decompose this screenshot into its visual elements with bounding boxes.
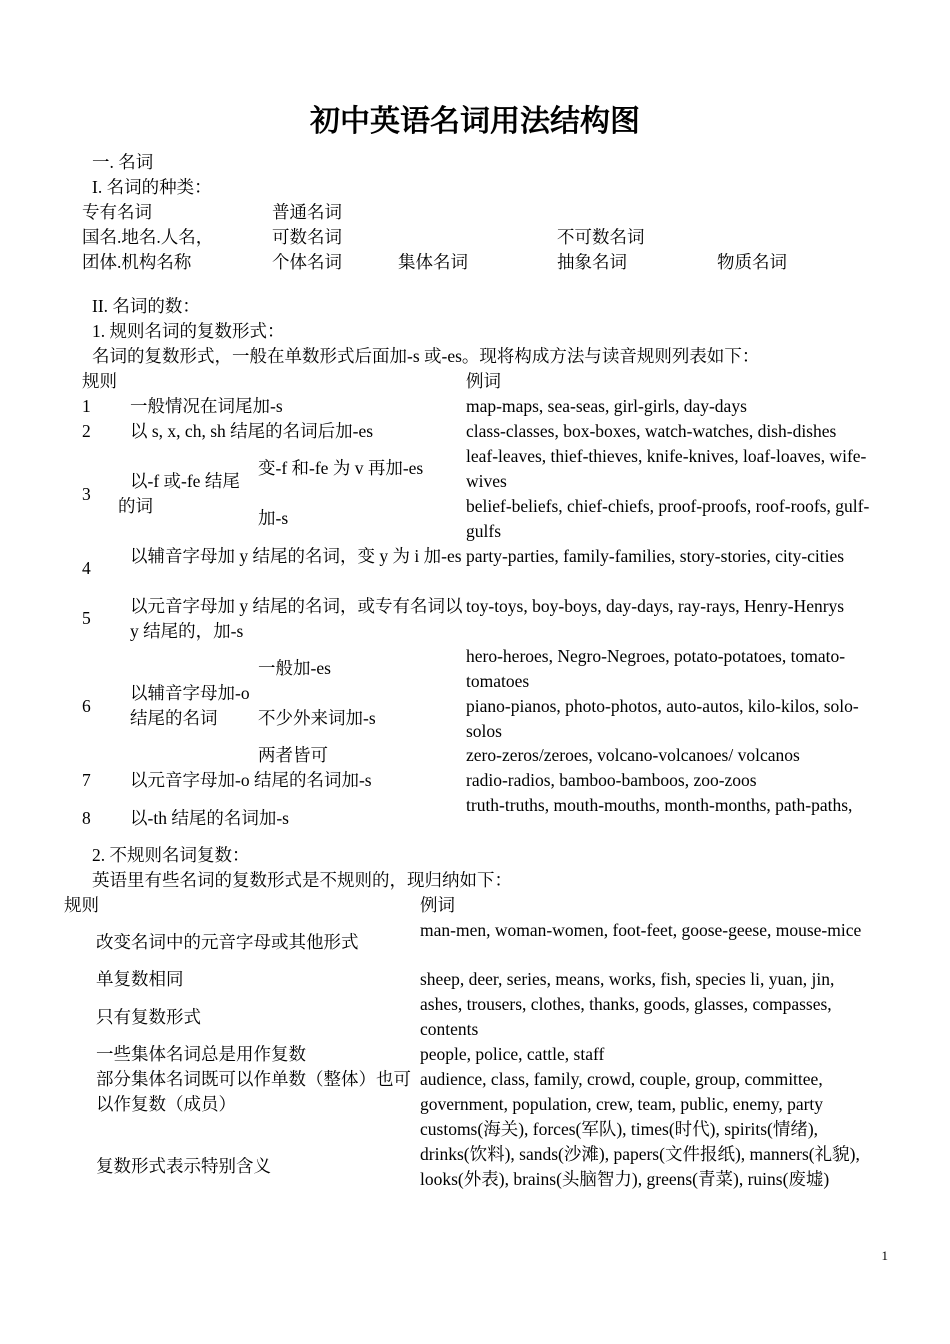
row-number: 8 [82, 808, 91, 828]
irregular-rule-text: 一些集体名词总是用作复数 [96, 1044, 306, 1064]
row-number: 6 [82, 696, 91, 716]
sub-rule-text: 不少外来词加-s [258, 708, 376, 728]
page-number: 1 [881, 1248, 888, 1263]
row-number: 5 [82, 608, 91, 628]
rule-text: 一般情况在词尾加-s [130, 396, 283, 416]
type-common-noun: 普通名词 [272, 202, 342, 222]
irregular-rule-text: 只有复数形式 [96, 1007, 201, 1027]
row-number: 4 [82, 558, 91, 578]
rule-text: 以-th 结尾的名词加-s [130, 808, 289, 828]
example-text: truth-truths, mouth-mouths, month-months, path-paths, [466, 795, 853, 815]
subheading-irregular-plural: 2. 不规则名词复数： [92, 845, 250, 865]
example-text: class-classes, box-boxes, watch-watches, dish-dishes [466, 421, 837, 441]
example-text: zero-zeros/zeroes, volcano-volcanoes/ volcanos [466, 745, 800, 765]
table-header-example: 例词 [466, 371, 501, 391]
proper-noun-example-2: 团体.机构名称 [82, 252, 192, 272]
regular-plural-intro: 名词的复数形式，一般在单数形式后面加-s 或-es。现将构成方法与读音规则列表如下： [92, 346, 760, 366]
rule-text: 以元音字母加 y 结尾的名词，或专有名词以 y 结尾的，加-s [130, 596, 463, 641]
table2-header-rule: 规则 [64, 895, 99, 915]
example-text: belief-beliefs, chief-chiefs, proof-proofs, roof-roofs, gulf-gulfs [466, 496, 870, 541]
rule-text: 以辅音字母加-o 结尾的名词 [130, 683, 250, 728]
example-text: piano-pianos, photo-photos, auto-autos, kilo-kilos, solo-solos [466, 696, 859, 741]
type-uncountable-noun: 不可数名词 [557, 227, 645, 247]
type-individual-noun: 个体名词 [272, 252, 342, 272]
type-abstract-noun: 抽象名词 [557, 252, 627, 272]
table2-header-example: 例词 [420, 895, 455, 915]
sub-rule-text: 一般加-es [258, 658, 331, 678]
rule-text: 以辅音字母加 y 结尾的名词，变 y 为 i 加-es [130, 546, 462, 566]
type-material-noun: 物质名词 [717, 252, 787, 272]
irregular-rule-text: 单复数相同 [96, 969, 184, 989]
rule-text: 以元音字母加-o 结尾的名词加-s [130, 770, 372, 790]
example-text: map-maps, sea-seas, girl-girls, day-days [466, 396, 747, 416]
irregular-example-text: sheep, deer, series, means, works, fish, species li, yuan, jin, [420, 969, 835, 989]
irregular-plural-intro: 英语里有些名词的复数形式是不规则的，现归纳如下： [92, 870, 512, 890]
irregular-example-text: people, police, cattle, staff [420, 1044, 605, 1064]
row-number: 7 [82, 770, 91, 790]
page-title: 初中英语名词用法结构图 [310, 104, 640, 139]
section-heading-nouns: 一. 名词 [92, 152, 154, 172]
irregular-example-text: audience, class, family, crowd, couple, group, committee, government, population, crew, team, public, enemy, party [420, 1069, 824, 1114]
irregular-rule-text: 改变名词中的元音字母或其他形式 [96, 932, 359, 952]
type-collective-noun: 集体名词 [398, 252, 468, 272]
example-text: radio-radios, bamboo-bamboos, zoo-zoos [466, 770, 757, 790]
row-number: 1 [82, 396, 91, 416]
sub-rule-text: 加-s [258, 508, 289, 528]
subheading-regular-plural: 1. 规则名词的复数形式： [92, 321, 285, 341]
table-header-rule: 规则 [82, 371, 117, 391]
irregular-example-text: ashes, trousers, clothes, thanks, goods, glasses, compasses, contents [420, 994, 832, 1039]
row-number: 2 [82, 421, 91, 441]
type-proper-noun: 专有名词 [82, 202, 152, 222]
example-text: party-parties, family-families, story-stories, city-cities [466, 546, 845, 566]
rule-text: 以 s, x, ch, sh 结尾的名词后加-es [130, 421, 374, 441]
irregular-rule-text: 部分集体名词既可以作单数（整体）也可以作复数（成员） [96, 1069, 411, 1114]
example-text: leaf-leaves, thief-thieves, knife-knives, loaf-loaves, wife-wives [466, 446, 867, 491]
sub-rule-text: 变-f 和-fe 为 v 再加-es [258, 458, 424, 478]
example-text: hero-heroes, Negro-Negroes, potato-potatoes, tomato-tomatoes [466, 646, 846, 691]
irregular-rule-text: 复数形式表示特别含义 [96, 1156, 271, 1176]
subheading-noun-types: I. 名词的种类： [92, 177, 212, 197]
proper-noun-example-1: 国名.地名.人名， [82, 227, 214, 247]
sub-rule-text: 两者皆可 [258, 745, 328, 765]
irregular-example-text: man-men, woman-women, foot-feet, goose-geese, mouse-mice [420, 920, 862, 940]
example-text: toy-toys, boy-boys, day-days, ray-rays, Henry-Henrys [466, 596, 845, 616]
section-heading-number: II. 名词的数： [92, 296, 200, 316]
rule-text: 以-f 或-fe 结尾的词 [118, 471, 240, 516]
irregular-example-text: customs(海关), forces(军队), times(时代), spirits(情绪), drinks(饮料), sands(沙滩), papers(文件报纸), manners(礼貌), looks(外表), brains(头脑智力), greens(青菜), ruins(废墟) [420, 1119, 860, 1189]
type-countable-noun: 可数名词 [272, 227, 342, 247]
row-number: 3 [82, 484, 91, 504]
